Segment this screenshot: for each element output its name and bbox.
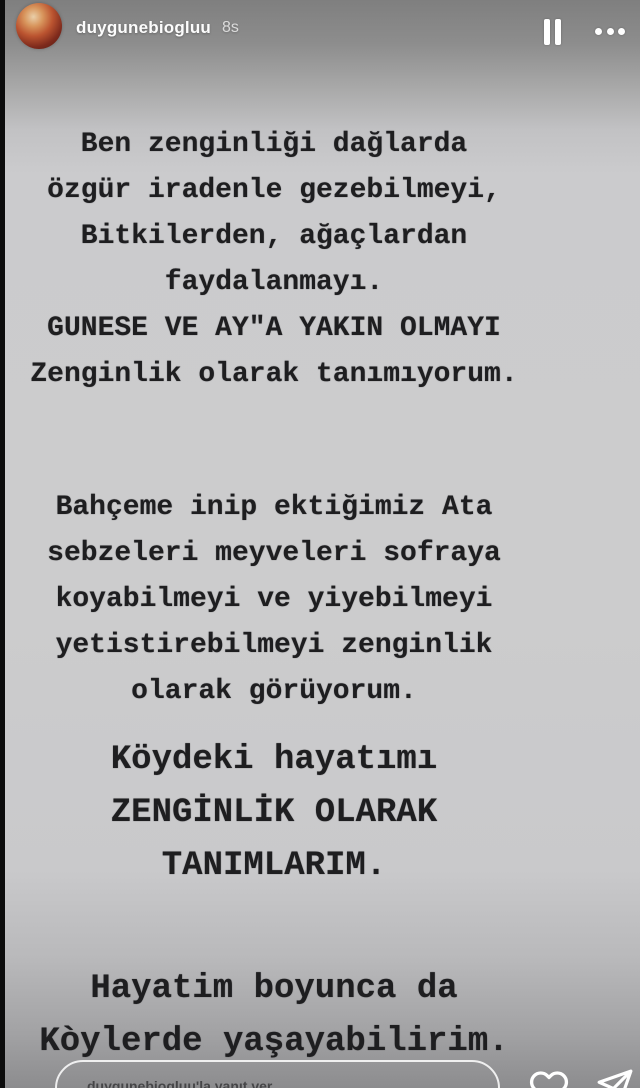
story-text-line: olarak görüyorum. bbox=[131, 676, 417, 707]
story-text-line: faydalanmayı. bbox=[164, 267, 384, 298]
story-text-line: Ben zenginliği dağlarda bbox=[80, 129, 468, 160]
story-text-line: Bahçeme inip ektiğimiz Ata bbox=[55, 492, 493, 523]
username[interactable]: duygunebiogluu bbox=[76, 18, 211, 37]
story-text-line: Hayatim boyunca da bbox=[90, 970, 458, 1008]
story-timestamp: 8s bbox=[222, 19, 239, 36]
story-text-line: sebzeleri meyveleri sofraya bbox=[47, 538, 501, 569]
story-text-line: Bitkilerden, ağaçlardan bbox=[80, 221, 468, 252]
story-text-line: GUNESE VE AY"A YAKIN OLMAYI bbox=[47, 313, 501, 344]
screen-edge-strip bbox=[0, 0, 5, 1088]
story-paragraph-3 bbox=[0, 734, 548, 893]
reply-input[interactable] bbox=[85, 1070, 469, 1088]
story-header bbox=[0, 0, 640, 60]
reply-bar[interactable] bbox=[55, 1060, 500, 1088]
story-paragraph-1 bbox=[0, 122, 548, 398]
pause-icon bbox=[544, 19, 561, 45]
story-text-line: ZENGİNLİK OLARAK bbox=[110, 794, 438, 832]
story-text-line: TANIMLARIM. bbox=[161, 847, 387, 885]
story-text-line: yetistirebilmeyi zenginlik bbox=[55, 630, 493, 661]
story-text-line: Zenginlik olarak tanımıyorum. bbox=[30, 359, 518, 390]
story-paragraph-4 bbox=[0, 963, 548, 1069]
avatar[interactable] bbox=[16, 3, 62, 49]
story-text-line: Köydeki hayatımı bbox=[110, 741, 438, 779]
story-text-line: koyabilmeyi ve yiyebilmeyi bbox=[55, 584, 493, 615]
heart-icon[interactable] bbox=[528, 1068, 570, 1088]
story-text-line: Kòylerde yaşayabilirim. bbox=[39, 1023, 509, 1061]
share-dm-icon[interactable] bbox=[595, 1068, 635, 1088]
story-text-line: özgür iradenle gezebilmeyi, bbox=[47, 175, 501, 206]
more-options-icon[interactable] bbox=[595, 27, 625, 35]
story-paragraph-2 bbox=[0, 485, 548, 715]
